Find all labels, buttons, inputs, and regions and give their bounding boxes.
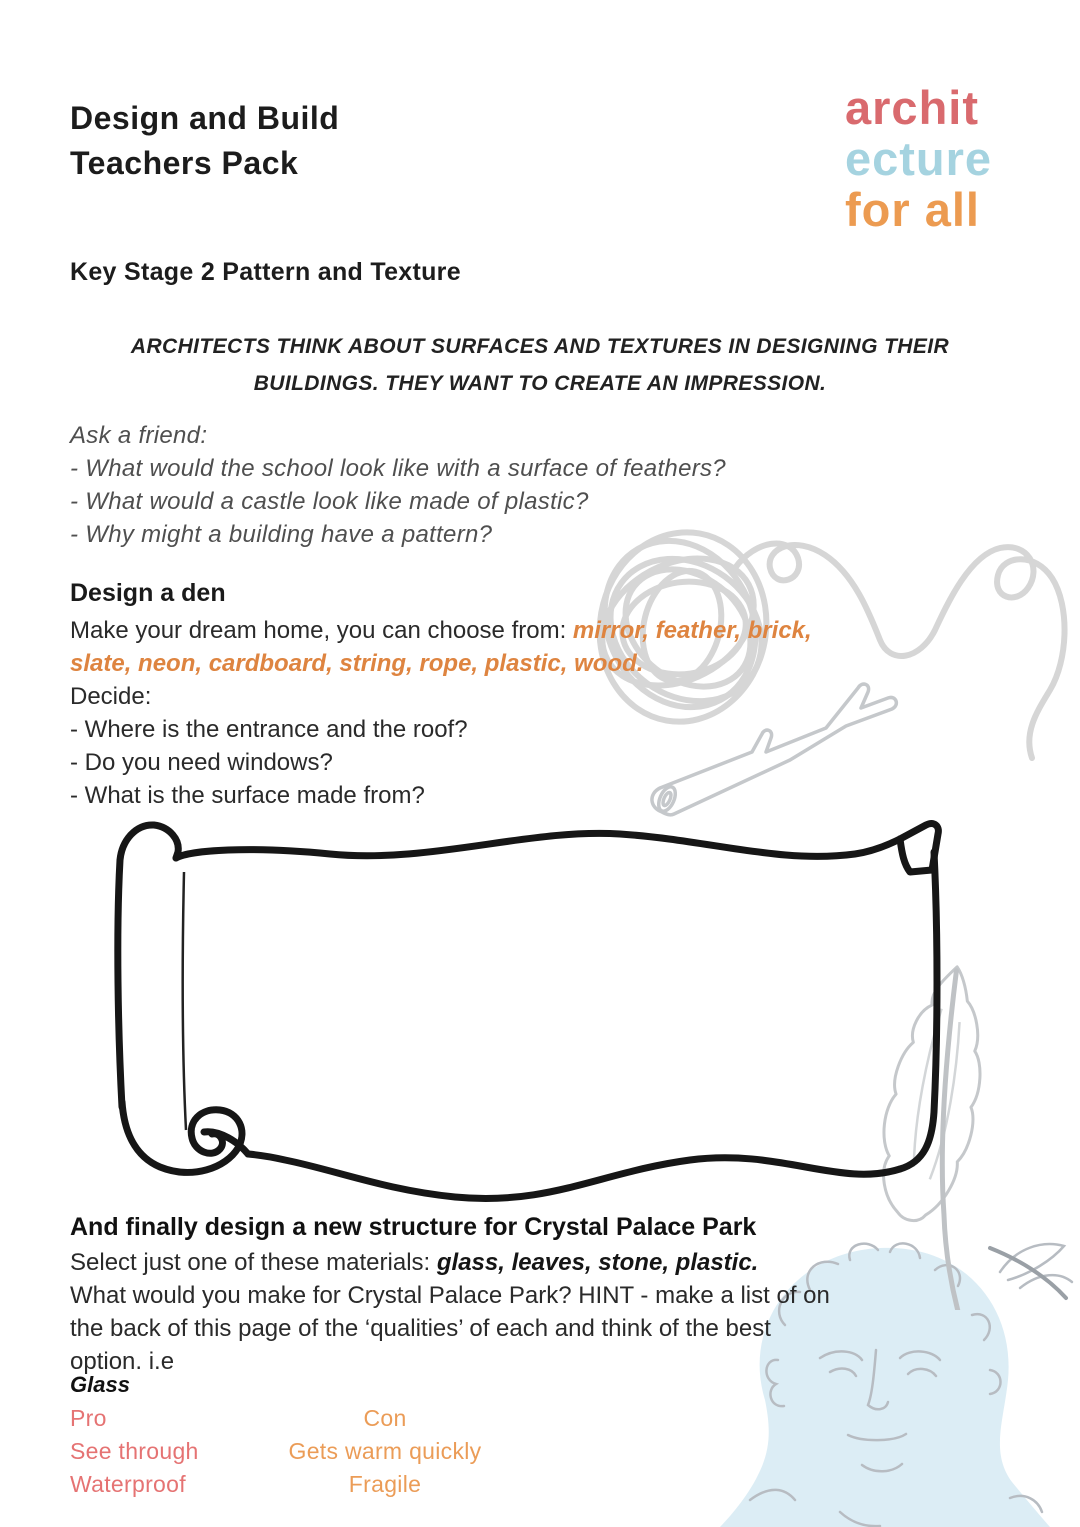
final-task-heading: And finally design a new structure for Crystal Palace Park xyxy=(70,1213,757,1241)
page-title-line2: Teachers Pack xyxy=(70,145,299,181)
example-material-label: Glass xyxy=(70,1372,130,1397)
con-item: Fragile xyxy=(348,1471,422,1497)
design-a-den-block xyxy=(70,578,812,812)
logo-line-for-all: for all xyxy=(845,183,980,236)
den-intro-line xyxy=(70,614,812,647)
den-question: - What is the surface made from? xyxy=(70,782,425,809)
pro-column-header: Pro xyxy=(70,1405,107,1431)
final-body-line: What would you make for Crystal Palace Park? HINT - make a list of on xyxy=(70,1282,830,1309)
architecture-for-all-logo xyxy=(845,82,992,235)
ask-question: - What would a castle look like made of plastic? xyxy=(70,488,589,515)
pro-item: Waterproof xyxy=(70,1471,186,1497)
intro-line2: BUILDINGS. THEY WANT TO CREATE AN IMPRESSION. xyxy=(253,372,827,395)
select-materials: glass, leaves, stone, plastic. xyxy=(436,1249,759,1276)
scroll-border xyxy=(100,812,955,1215)
pro-con-table xyxy=(70,1402,500,1501)
den-question: - Do you need windows? xyxy=(70,749,333,776)
materials-list-line2: slate, neon, cardboard, string, rope, plastic, wood. xyxy=(70,650,644,677)
select-line xyxy=(70,1246,830,1279)
materials-list-line1: mirror, feather, brick, xyxy=(572,617,812,644)
intro-line1: ARCHITECTS THINK ABOUT SURFACES AND TEXTURES IN DESIGNING THEIR xyxy=(130,335,950,358)
ask-a-friend-heading: Ask a friend: xyxy=(70,422,208,449)
ask-question: - What would the school look like with a surface of feathers? xyxy=(70,455,726,482)
logo-line-ecture: ecture xyxy=(845,132,993,185)
select-prefix: Select just one of these materials: xyxy=(70,1249,437,1276)
logo-line-archit: archit xyxy=(845,81,979,134)
con-item: Gets warm quickly xyxy=(288,1438,482,1464)
final-body-line: the back of this page of the ‘qualities’ of each and think of the best xyxy=(70,1315,771,1342)
final-task-block xyxy=(70,1212,830,1378)
ask-question: - Why might a building have a pattern? xyxy=(70,521,493,548)
final-body-line: option. i.e xyxy=(70,1348,175,1375)
design-a-den-heading: Design a den xyxy=(70,579,226,607)
page-title xyxy=(70,96,339,186)
ask-a-friend-block xyxy=(70,419,726,551)
intro-statement xyxy=(0,328,1080,402)
decide-label: Decide: xyxy=(70,683,152,710)
den-intro-prefix: Make your dream home, you can choose from: xyxy=(70,617,573,644)
page-title-line1: Design and Build xyxy=(70,100,340,136)
pro-item: See through xyxy=(70,1438,199,1464)
section-heading: Key Stage 2 Pattern and Texture xyxy=(70,258,461,286)
den-question: - Where is the entrance and the roof? xyxy=(70,716,468,743)
con-column-header: Con xyxy=(363,1405,407,1431)
